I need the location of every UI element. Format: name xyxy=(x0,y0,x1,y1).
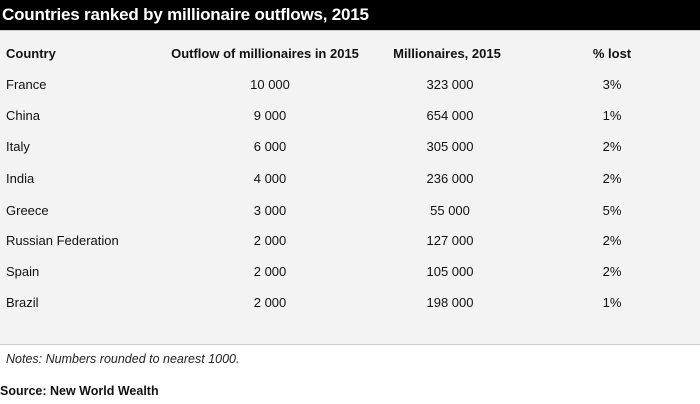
cell-percent-lost: 1% xyxy=(602,108,622,123)
header-country: Country xyxy=(6,46,56,61)
table-row xyxy=(0,136,700,158)
cell-country: India xyxy=(6,171,35,186)
table-row xyxy=(0,230,700,252)
table-row xyxy=(0,292,700,314)
cell-millionaires: 305 000 xyxy=(426,139,474,154)
cell-outflow: 6 000 xyxy=(253,139,287,154)
table-row xyxy=(0,261,700,283)
table-row xyxy=(0,74,700,96)
header-percent-lost: % lost xyxy=(592,46,632,61)
cell-percent-lost: 2% xyxy=(602,171,622,186)
cell-percent-lost: 2% xyxy=(602,233,622,248)
cell-country: Greece xyxy=(6,203,49,218)
cell-percent-lost: 1% xyxy=(602,295,622,310)
cell-country: Italy xyxy=(6,139,30,154)
cell-percent-lost: 2% xyxy=(602,264,622,279)
cell-millionaires: 105 000 xyxy=(426,264,474,279)
cell-outflow: 2 000 xyxy=(253,264,287,279)
page-title: Countries ranked by millionaire outflows, 2015 xyxy=(0,0,700,30)
header-outflow: Outflow of millionaires in 2015 xyxy=(171,46,359,61)
cell-country: China xyxy=(6,108,40,123)
data-table xyxy=(0,30,700,345)
cell-millionaires: 236 000 xyxy=(426,171,474,186)
header-millionaires: Millionaires, 2015 xyxy=(393,46,501,61)
cell-millionaires: 654 000 xyxy=(426,108,474,123)
cell-outflow: 9 000 xyxy=(253,108,287,123)
source-credit: Source: New World Wealth xyxy=(0,384,159,398)
table-row xyxy=(0,200,700,222)
cell-outflow: 10 000 xyxy=(250,77,290,92)
cell-country: Brazil xyxy=(6,295,39,310)
table-row xyxy=(0,105,700,127)
table-header-row xyxy=(0,43,700,65)
cell-country: France xyxy=(6,77,47,92)
cell-percent-lost: 2% xyxy=(602,139,622,154)
cell-percent-lost: 3% xyxy=(602,77,622,92)
cell-millionaires: 198 000 xyxy=(426,295,474,310)
cell-millionaires: 127 000 xyxy=(426,233,474,248)
cell-outflow: 2 000 xyxy=(253,233,287,248)
cell-outflow: 2 000 xyxy=(253,295,287,310)
cell-country: Spain xyxy=(6,264,40,279)
cell-outflow: 3 000 xyxy=(253,203,287,218)
cell-country: Russian Federation xyxy=(6,233,119,248)
cell-millionaires: 323 000 xyxy=(426,77,474,92)
cell-percent-lost: 5% xyxy=(602,203,622,218)
cell-outflow: 4 000 xyxy=(253,171,287,186)
table-notes: Notes: Numbers rounded to nearest 1000. xyxy=(6,352,240,366)
cell-millionaires: 55 000 xyxy=(430,203,470,218)
table-row xyxy=(0,168,700,190)
